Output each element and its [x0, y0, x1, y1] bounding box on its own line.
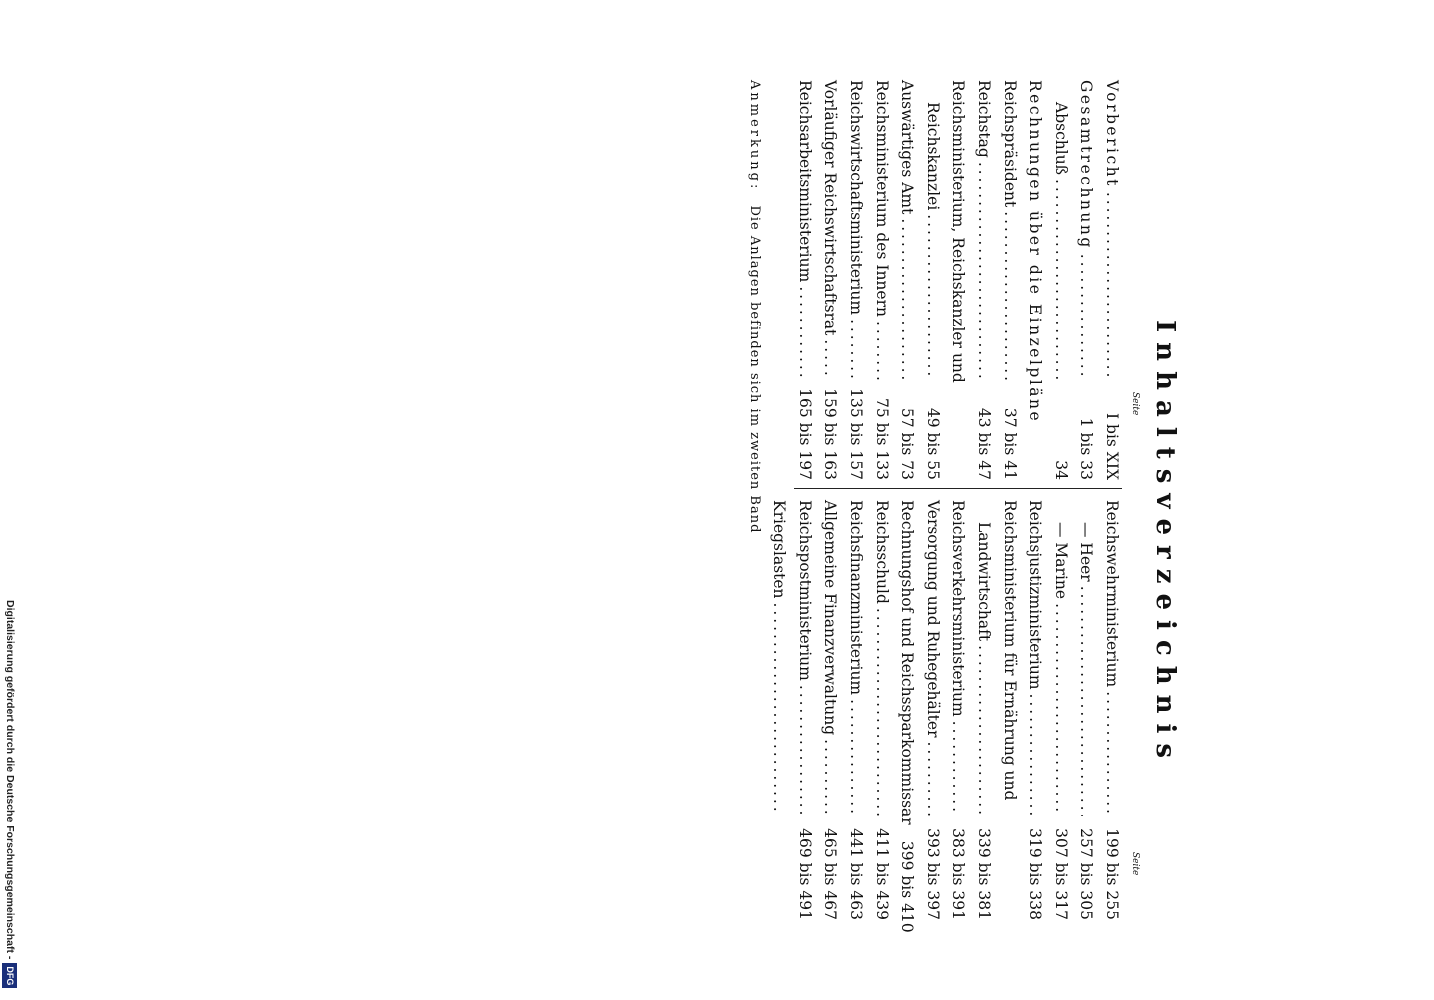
- toc-entry-label: Reichsarbeitsministerium: [795, 80, 814, 283]
- toc-entry-pages: 1 bis 33: [1077, 417, 1096, 480]
- dot-leader: [766, 603, 792, 816]
- toc-entry-label: Vorbericht: [1103, 80, 1121, 188]
- dot-leader: [791, 685, 817, 816]
- dot-leader: [868, 321, 894, 380]
- toc-entry-pages: 383 bis 391: [949, 828, 968, 920]
- toc-entry-label: Reichskanzlei: [923, 102, 942, 211]
- toc-entry: [996, 500, 1022, 920]
- footnote-label: Anmerkung:: [747, 80, 762, 192]
- toc-entry-label: — Heer: [1077, 522, 1096, 582]
- toc-entry: [1022, 500, 1048, 920]
- dot-leader: [868, 608, 894, 816]
- toc-entry-pages: 399 bis 410: [898, 840, 917, 933]
- toc-entry: [894, 500, 920, 933]
- toc-entry-pages: 469 bis 491: [795, 828, 814, 920]
- toc-entry-pages: I bis XIX: [1103, 412, 1121, 480]
- toc-entry-label: Reichswirtschaftsministerium: [847, 80, 866, 316]
- funding-footer: [0, 600, 20, 995]
- toc-entry-pages: 37 bis 41: [1000, 407, 1019, 480]
- toc-entry-label: Reichspräsident: [1000, 80, 1019, 208]
- dot-leader: [842, 319, 868, 380]
- dot-leader: [817, 739, 843, 816]
- toc-entry-pages: 393 bis 397: [923, 828, 942, 920]
- toc-entry-label: Allgemeine Finanzverwaltung: [821, 500, 840, 736]
- toc-entry: [842, 80, 868, 480]
- dot-leader: [945, 721, 971, 816]
- page-title: Inhaltsverzeichnis: [1150, 320, 1180, 769]
- toc-left-column: [784, 80, 1124, 480]
- dot-leader: [1098, 192, 1124, 380]
- toc-entry: [945, 80, 971, 480]
- dot-leader: [1047, 179, 1073, 380]
- toc-entry-pages: 319 bis 338: [1026, 828, 1045, 920]
- toc-entry-pages: 43 bis 47: [975, 407, 994, 480]
- toc-entry: [1098, 80, 1124, 480]
- toc-entry: [1047, 500, 1073, 920]
- toc-entry: [868, 80, 894, 480]
- toc-entry-label: Kriegslasten: [770, 500, 789, 599]
- toc-entry-label: Reichspostministerium: [795, 500, 814, 681]
- toc-entry: [791, 500, 817, 920]
- dot-leader: [970, 162, 996, 380]
- toc-entry: [919, 500, 945, 920]
- toc-entry-label: Reichswehrministerium: [1103, 500, 1121, 688]
- toc-entry-label: Rechnungen über die Einzelpläne: [1026, 80, 1045, 424]
- toc-entry-label: Reichsjustizministerium: [1026, 500, 1045, 690]
- toc-entry: [894, 80, 920, 480]
- toc-entry-pages: 34: [1051, 460, 1070, 480]
- toc-entry: [970, 80, 996, 480]
- toc-entry-pages: 307 bis 317: [1051, 828, 1070, 920]
- dot-leader: [1073, 586, 1099, 816]
- toc-entry-label: Reichsschuld: [872, 500, 891, 604]
- toc-entry: [817, 500, 843, 920]
- footnote: [747, 80, 762, 533]
- toc-entry-pages: 159 bis 163: [821, 388, 840, 480]
- toc-entry-label: Gesamtrechnung: [1077, 80, 1096, 250]
- toc-entry-label: Reichstag: [975, 80, 994, 158]
- toc-entry-pages: 339 bis 381: [975, 828, 994, 920]
- column-header-right: Seite: [1130, 852, 1140, 876]
- dot-leader: [894, 218, 920, 380]
- toc-entry: [1073, 500, 1099, 920]
- column-divider: [794, 488, 1122, 489]
- toc-entry-label: — Marine: [1051, 522, 1070, 600]
- dot-leader: [817, 339, 843, 380]
- dfg-logo: DFG: [3, 963, 18, 988]
- toc-entry: [919, 80, 945, 480]
- toc-entry-pages: 465 bis 467: [821, 828, 840, 920]
- toc-entry-label: Rechnungshof und Reichssparkommissar: [898, 500, 917, 825]
- toc-entry-pages: 165 bis 197: [795, 388, 814, 480]
- toc-entry: [1098, 500, 1124, 920]
- column-header-left: Seite: [1130, 392, 1140, 416]
- toc-entry: [868, 500, 894, 920]
- toc-entry-label: Versorgung und Ruhegehälter: [923, 500, 942, 738]
- toc-entry-label: Reichsfinanzministerium: [847, 500, 866, 696]
- toc-entry: [996, 80, 1022, 480]
- toc-right-column: [770, 500, 1124, 933]
- toc-entry: [817, 80, 843, 480]
- dot-leader: [1047, 603, 1073, 816]
- dot-leader: [1022, 694, 1048, 816]
- toc-entry: [1022, 80, 1048, 480]
- footnote-text: Die Anlagen befinden sich im zweiten Band: [747, 205, 762, 534]
- toc-entry-pages: 441 bis 463: [847, 828, 866, 920]
- dot-leader: [842, 699, 868, 816]
- dot-leader: [919, 214, 945, 380]
- toc-entry-pages: 199 bis 255: [1103, 828, 1121, 920]
- toc-entry-pages: 411 bis 439: [872, 828, 891, 920]
- toc-entry-pages: 257 bis 305: [1077, 828, 1096, 920]
- dot-leader: [996, 211, 1022, 380]
- toc-entry: [945, 500, 971, 920]
- toc-entry: [1047, 80, 1073, 480]
- dot-leader: [970, 645, 996, 816]
- toc-entry-label: Reichsverkehrsministerium: [949, 500, 968, 717]
- toc-entry: [842, 500, 868, 920]
- rotated-page: [700, 70, 1180, 950]
- toc-entry: [766, 500, 792, 920]
- toc-entry-label: Landwirtschaft: [975, 522, 994, 642]
- toc-entry-label: Reichsministerium für Ernährung und: [1000, 500, 1019, 801]
- toc-entry-label: Abschluß: [1051, 102, 1070, 176]
- toc-entry: [791, 80, 817, 480]
- toc-entry-pages: 49 bis 55: [923, 407, 942, 480]
- dot-leader: [919, 742, 945, 817]
- toc-entry-label: Reichsministerium, Reichskanzler und: [949, 80, 968, 383]
- dot-leader: [1073, 254, 1099, 380]
- toc-entry: [970, 500, 996, 920]
- toc-entry-label: Auswärtiges Amt: [898, 80, 917, 215]
- funding-text: Digitalisierung gefördert durch die Deutsche Forschungsgemeinschaft -: [4, 600, 16, 960]
- toc-entry-pages: 135 bis 157: [847, 388, 866, 480]
- toc-entry-pages: 57 bis 73: [898, 407, 917, 480]
- dot-leader: [791, 286, 817, 380]
- toc-entry-pages: 75 bis 133: [872, 398, 891, 480]
- toc-entry-label: Reichsministerium des Innern: [872, 80, 891, 317]
- toc-entry-label: Vorläufiger Reichswirtschaftsrat: [821, 80, 840, 336]
- dot-leader: [1098, 691, 1124, 816]
- toc-entry: [1073, 80, 1099, 480]
